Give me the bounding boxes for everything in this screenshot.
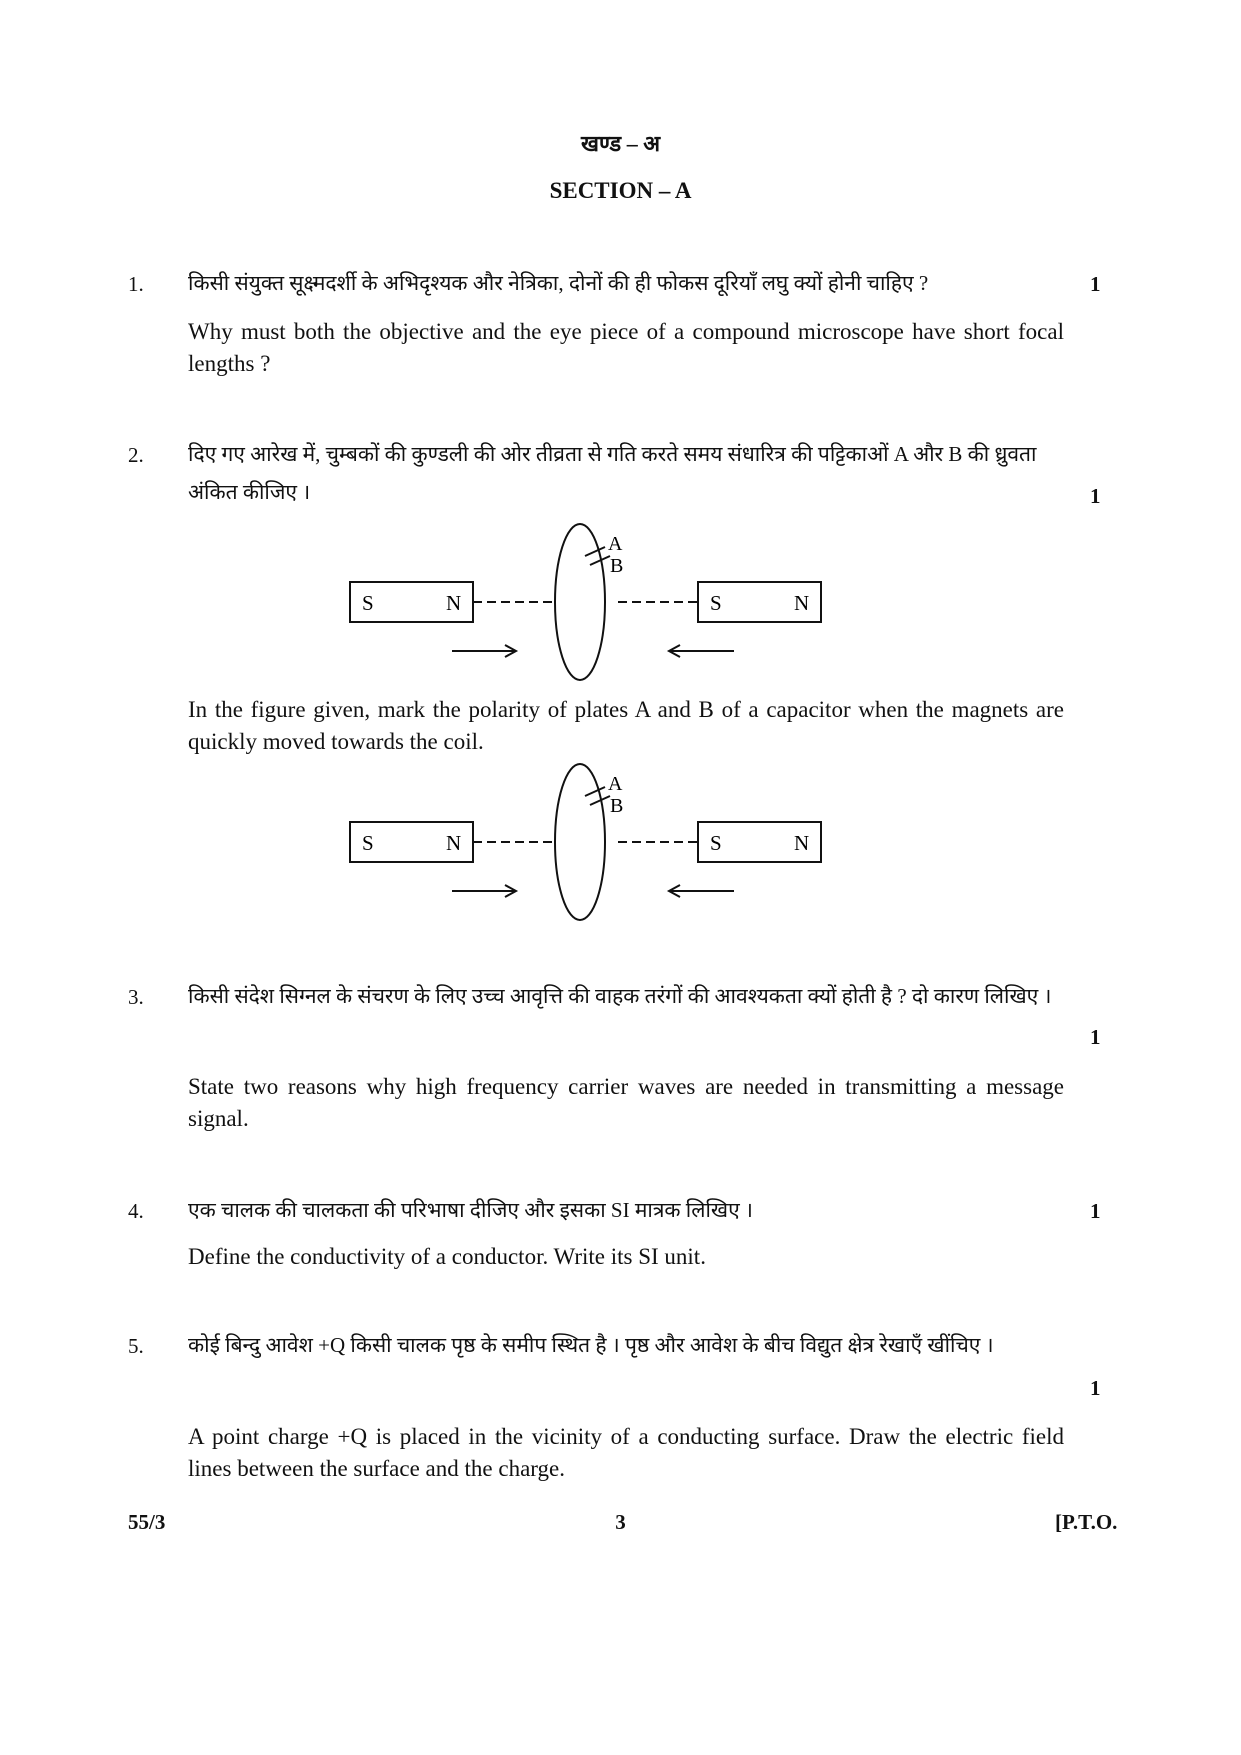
question-5-number: 5. <box>128 1334 144 1358</box>
capacitor <box>585 773 623 817</box>
question-2-english: In the figure given, mark the polarity of plates A and B of a capacitor when the magnets are quickly moved towards the coil. <box>188 697 1064 754</box>
plate-b-label: B <box>610 555 624 577</box>
plate-a-label: A <box>608 773 623 795</box>
question-3-number: 3. <box>128 985 144 1009</box>
right-magnet-s-label: S <box>710 591 722 615</box>
question-3-english: State two reasons why high frequency carrier waves are needed in transmitting a message signal. <box>188 1074 1064 1131</box>
left-magnet-s-label: S <box>362 831 374 855</box>
question-2-number: 2. <box>128 443 144 467</box>
plate-b-label: B <box>610 795 624 817</box>
paper-code: 55/3 <box>128 1510 166 1534</box>
capacitor <box>585 533 623 577</box>
question-2-marks: 1 <box>1090 484 1101 508</box>
left-magnet-s-label: S <box>362 591 374 615</box>
question-2-hindi: दिए गए आरेख में, चुम्बकों की कुण्डली की ओर तीव्रता से गति करते समय संधारित्र की पट्टिकाओं A और B की ध्रुवता अंकित कीजिए । <box>188 442 1037 504</box>
right-magnet-n-label: N <box>794 831 810 855</box>
page-number: 3 <box>615 1510 626 1534</box>
left-arrow-icon <box>669 885 734 897</box>
right-arrow-icon <box>452 885 516 897</box>
question-1-hindi: किसी संयुक्त सूक्ष्मदर्शी के अभिदृश्यक और नेत्रिका, दोनों की ही फोकस दूरियाँ लघु क्यों होनी चाहिए ? <box>188 271 929 295</box>
question-3-marks: 1 <box>1090 1025 1101 1049</box>
pto-label: [P.T.O. <box>1055 1510 1118 1534</box>
question-4-marks: 1 <box>1090 1199 1101 1223</box>
question-4-hindi: एक चालक की चालकता की परिभाषा दीजिए और इसका SI मात्रक लिखिए । <box>188 1198 753 1222</box>
right-arrow-icon <box>452 645 516 657</box>
section-heading-english: SECTION – A <box>549 178 692 203</box>
question-5-english: A point charge +Q is placed in the vicinity of a conducting surface. Draw the electric field lines between the surface and the charge. <box>188 1424 1064 1481</box>
right-magnet <box>698 822 821 862</box>
question-3-hindi: किसी संदेश सिग्नल के संचरण के लिए उच्च आवृत्ति की वाहक तरंगों की आवश्यकता क्यों होती है ? दो कारण लिखिए । <box>188 984 1052 1008</box>
right-magnet <box>698 582 821 622</box>
plate-a-label: A <box>608 533 623 555</box>
left-magnet-n-label: N <box>446 591 462 615</box>
section-heading-hindi: खण्ड – अ <box>580 131 661 156</box>
question-4-number: 4. <box>128 1199 144 1223</box>
left-magnet <box>350 582 473 622</box>
question-4-english: Define the conductivity of a conductor. Write its SI unit. <box>188 1244 706 1269</box>
question-5-hindi: कोई बिन्दु आवेश +Q किसी चालक पृष्ठ के समीप स्थित है । पृष्ठ और आवेश के बीच विद्युत क्षेत्र रेखाएँ खींचिए । <box>188 1333 994 1357</box>
left-magnet-n-label: N <box>446 831 462 855</box>
coil <box>555 764 605 920</box>
right-magnet-s-label: S <box>710 831 722 855</box>
magnet-coil-figure-english <box>340 760 860 925</box>
question-5-marks: 1 <box>1090 1376 1101 1400</box>
coil <box>555 524 605 680</box>
question-1-marks: 1 <box>1090 272 1101 296</box>
right-magnet-n-label: N <box>794 591 810 615</box>
left-magnet <box>350 822 473 862</box>
magnet-coil-figure-hindi <box>340 520 860 685</box>
question-1-number: 1. <box>128 272 144 296</box>
left-arrow-icon <box>669 645 734 657</box>
question-1-english: Why must both the objective and the eye piece of a compound microscope have short focal lengths ? <box>188 319 1064 376</box>
